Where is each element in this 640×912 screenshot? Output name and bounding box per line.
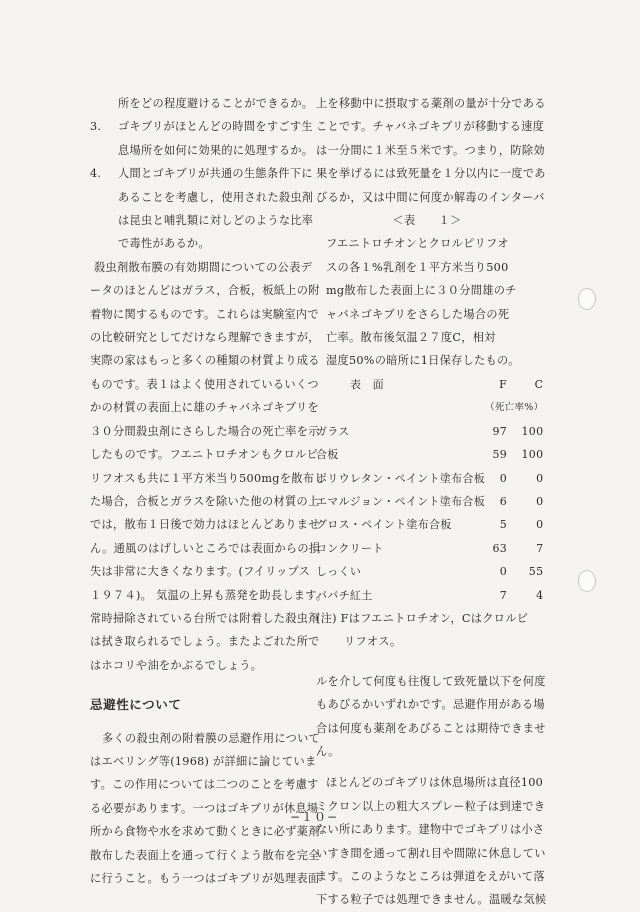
page-number: −１０− — [290, 810, 339, 824]
text-line: ない所にあります。建物中でゴキブリは小さ — [316, 823, 545, 837]
table-row — [316, 513, 547, 536]
unit-label: （死亡率%） — [485, 402, 544, 414]
list-item-4-line: は昆虫と哺乳類に対しどのような比率 — [118, 214, 314, 228]
table-note — [316, 607, 538, 654]
table-header-row — [316, 373, 547, 396]
f-value-cell: 7 — [499, 588, 508, 602]
text-line: に行うこと。もう一つはゴキブリが処理表面 — [90, 872, 320, 885]
text-line: の比較研究としてだけなら理解できますが， — [90, 331, 320, 345]
text-line: ３０分間殺虫剤にさらした場合の死亡率を示 — [90, 424, 320, 438]
text-line: は拭き取られるでしょう。またよごれた所で — [90, 635, 320, 649]
punch-hole-bottom — [578, 570, 596, 592]
text-line: す。この作用については二つのことを考慮す — [90, 778, 319, 792]
table-row — [316, 420, 547, 443]
column-header-surface: 表 面 — [350, 377, 384, 391]
list-item-4-line: で毒性があるか。 — [118, 237, 210, 251]
text-line: 着物に関するものです。これらは実験室内で — [90, 307, 319, 321]
text-line: 多くの殺虫剤の附着膜の忌避作用について — [102, 731, 321, 745]
text-line: スの各１%乳剤を１平方米当り500 — [326, 260, 509, 274]
list-item-3: 3. ゴキブリがほとんどの時間をすごす生 — [90, 120, 313, 134]
text-line: 下する粒子では処理できません。温暖な気候 — [316, 893, 547, 907]
table-row — [316, 537, 547, 560]
list-item-3-line: 息場所を如何に効果的に処理するか。 — [118, 143, 314, 157]
c-value-cell: 0 — [536, 494, 544, 508]
punch-hole-top — [578, 288, 596, 310]
surface-cell: ポリウレタン・ペイント塗布合板 — [316, 471, 486, 485]
text-line: た場合，合板とガラスを除いた他の材質の上 — [90, 494, 320, 508]
text-line: 上を移動中に摂取する薬剤の量が十分である — [316, 97, 546, 110]
text-line: はエベリング等(1968) が詳細に論じていま — [90, 754, 317, 768]
surface-cell: しっくい — [316, 565, 362, 579]
text-line: る必要があります。一つはゴキブリが休息場 — [90, 801, 319, 815]
surface-cell: 合板 — [316, 448, 339, 462]
text-line: したものです。フエニトロチオンもクロルピ — [90, 448, 319, 462]
text-line: 亡率。散布後気温２７度C，相対 — [326, 331, 496, 345]
list-item-4: 4. 人間とゴキブリが共通の生態条件下に — [90, 167, 313, 181]
table-row — [316, 490, 547, 513]
text-line: リフオスも共に１平方米当り500mgを散布し — [90, 471, 326, 485]
text-line: リフオス。 — [344, 635, 402, 649]
text-line: １９７４)。 気温の上昇も蒸発を助長します。 — [90, 588, 328, 602]
c-value-cell: 0 — [536, 471, 544, 485]
c-value-cell: 100 — [521, 424, 544, 438]
right-column — [316, 92, 547, 912]
text-line: ータのほとんどはガラス，合板，板紙上の附 — [90, 284, 320, 298]
text-line: 散布した表面上を通って行くよう散布を完全 — [90, 848, 320, 862]
paragraph-resting-places — [316, 771, 547, 911]
f-value-cell: 5 — [499, 518, 508, 532]
text-line: ことです。チャバネゴキブリが移動する速度 — [316, 120, 545, 134]
paragraph-effective-period — [90, 256, 328, 677]
paragraph-interval — [316, 670, 546, 764]
text-line: はホコリや油をかぶるでしょう。 — [90, 658, 263, 672]
text-line: びるか，又は中間に何度か解毒のインターバ — [316, 190, 545, 204]
text-line: は一分間に１米至５米です。つまり，防除効 — [316, 143, 545, 157]
text-line: 合は何度も薬剤をあびることは期待できませ — [316, 721, 546, 735]
table-row — [316, 443, 547, 466]
surface-cell: ガラス — [316, 424, 350, 438]
c-value-cell: 55 — [528, 565, 544, 579]
surface-cell: コンクリート — [316, 541, 384, 555]
c-value-cell: 100 — [521, 448, 544, 462]
surface-cell: ババチ紅土 — [316, 588, 373, 602]
text-line: もあびるかいずれかです。忌避作用がある場 — [316, 698, 545, 712]
text-line: ます。このようなところは弾道をえがいて落 — [316, 870, 545, 883]
text-line: 殺虫剤散布膜の有効期間についての公表デ — [94, 260, 313, 274]
surface-cell: グロス・ペイント塗布合板 — [316, 518, 452, 532]
text-line: (注) Fはフエニトロチオン，Cはクロルピ — [316, 611, 529, 625]
f-value-cell: 0 — [499, 565, 508, 579]
table-row — [316, 467, 547, 490]
text-line: 失は非常に大きくなります。(フイリップス — [90, 565, 311, 579]
text-line: ん。 — [316, 744, 340, 758]
table-unit-row — [316, 396, 547, 419]
column-header-c: C — [534, 377, 544, 391]
f-value-cell: 97 — [492, 424, 508, 438]
mortality-table — [316, 373, 547, 607]
f-value-cell: 63 — [492, 541, 508, 555]
text-line: 実際の家はもっと多くの種類の材質より成る — [90, 354, 320, 368]
text-line: かの材質の表面上に雄のチャバネゴキブリを — [90, 401, 319, 415]
text-line: mg散布した表面上に３０分間雄のチ — [326, 284, 517, 298]
text-line: 常時掃除されている台所では附着した殺虫剤 — [90, 611, 320, 625]
text-line: フエニトロチオンとクロルピリフオ — [326, 237, 509, 251]
c-value-cell: 4 — [536, 588, 544, 602]
text-line: 湿度50%の暗所に1日保存したもの。 — [326, 354, 520, 368]
surface-cell: エマルジョン・ペイント塗布合板 — [316, 494, 486, 508]
f-value-cell: 59 — [492, 448, 508, 462]
f-value-cell: 0 — [499, 471, 508, 485]
text-line: 果を挙げるには致死量を１分以内に一度であ — [316, 167, 546, 181]
table-row — [316, 584, 547, 607]
text-line: ミクロン以上の粗大スプレー粒子は到達でき — [316, 799, 546, 813]
text-line: ルを介して何度も往復して致死量以下を何度 — [316, 674, 546, 688]
text-line: ャバネゴキブリをさらした場合の死 — [326, 307, 510, 321]
table-description — [316, 232, 538, 372]
section-heading: 忌避性について — [90, 697, 182, 713]
text-line: 所から食物や水を求めて動くときに必ず薬剤 — [90, 825, 320, 839]
text-line: ほとんどのゴキブリは休息場所は直径100 — [326, 776, 544, 790]
list-item-continuation: 所をどの程度避けることができるか。 — [118, 97, 314, 110]
text-line: ん。通風のはげしいところでは表面からの損 — [90, 541, 321, 555]
column-header-f: F — [499, 377, 508, 391]
table-row — [316, 560, 547, 583]
text-line: ものです。表１はよく使用されているいくつ — [90, 377, 319, 391]
text-line: いすき間を通って割れ目や間隙に休息してい — [316, 846, 546, 860]
c-value-cell: 7 — [536, 541, 544, 555]
paragraph-movement — [316, 92, 546, 209]
text-line: では，散布１日後で効力はほとんどありませ — [90, 518, 320, 532]
f-value-cell: 6 — [499, 494, 508, 508]
c-value-cell: 0 — [536, 518, 544, 532]
table-caption: ＜表 １＞ — [392, 214, 462, 228]
list-item-4-line: あることを考慮し，使用された殺虫剤 — [118, 190, 314, 204]
